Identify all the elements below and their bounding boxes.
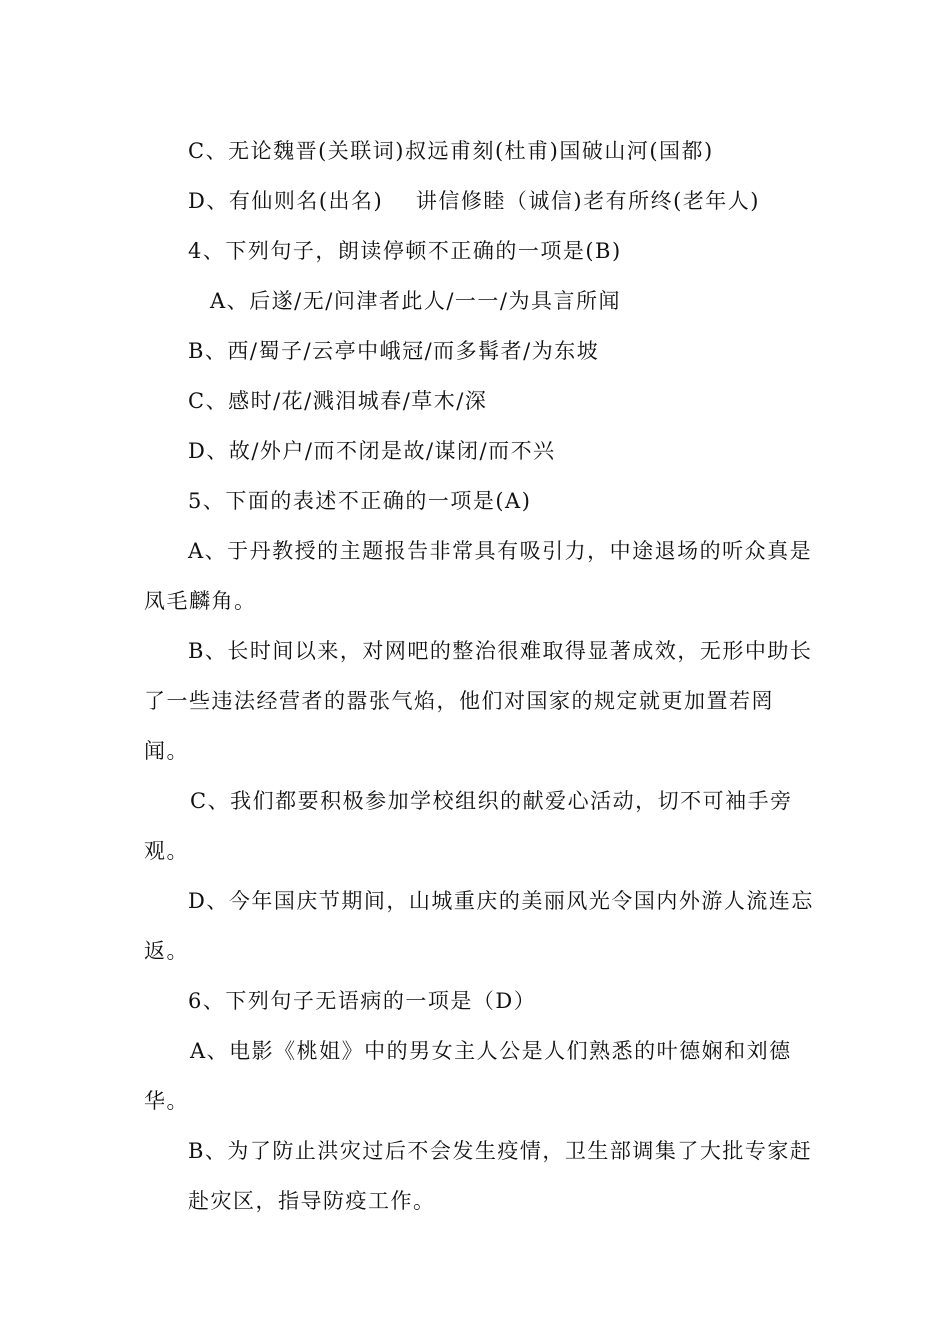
text-line: 闻。 xyxy=(144,739,189,763)
text-line: 5、下面的表述不正确的一项是(A) xyxy=(188,489,532,513)
text-line: 凤毛麟角。 xyxy=(144,589,257,613)
text-line: D、有仙则名(出名) 讲信修睦（诚信)老有所终(老年人) xyxy=(188,189,761,213)
text-line: 赴灾区，指导防疫工作。 xyxy=(188,1189,436,1213)
text-line: 4、下列句子，朗读停顿不正确的一项是(B) xyxy=(188,239,622,263)
text-line: 返。 xyxy=(144,939,189,963)
text-line: A、于丹教授的主题报告非常具有吸引力，中途退场的听众真是 xyxy=(188,539,813,563)
text-line: 了一些违法经营者的嚣张气焰，他们对国家的规定就更加置若罔 xyxy=(144,689,774,713)
text-line: 观。 xyxy=(144,839,189,863)
text-line: C、我们都要积极参加学校组织的献爱心活动，切不可袖手旁 xyxy=(190,789,793,813)
text-line: A、后遂/无/问津者此人/一一/为具言所闻 xyxy=(210,289,621,313)
text-line: B、为了防止洪灾过后不会发生疫情，卫生部调集了大批专家赶 xyxy=(188,1139,813,1163)
text-line: D、今年国庆节期间，山城重庆的美丽风光令国内外游人流连忘 xyxy=(188,889,814,913)
text-line: D、故/外户/而不闭是故/谋闭/而不兴 xyxy=(188,439,556,463)
text-line: C、无论魏晋(关联词)叔远甫刻(杜甫)国破山河(国都) xyxy=(188,139,714,163)
text-line: B、长时间以来，对网吧的整治很难取得显著成效，无形中助长 xyxy=(188,639,813,663)
text-line: 华。 xyxy=(144,1089,189,1113)
text-line: C、感时/花/溅泪城春/草木/深 xyxy=(188,389,488,413)
text-line: A、电影《桃姐》中的男女主人公是人们熟悉的叶德娴和刘德 xyxy=(190,1039,792,1063)
text-line: 6、下列句子无语病的一项是（D） xyxy=(188,989,537,1013)
text-line: B、西/蜀子/云亭中峨冠/而多髯者/为东坡 xyxy=(188,339,600,363)
